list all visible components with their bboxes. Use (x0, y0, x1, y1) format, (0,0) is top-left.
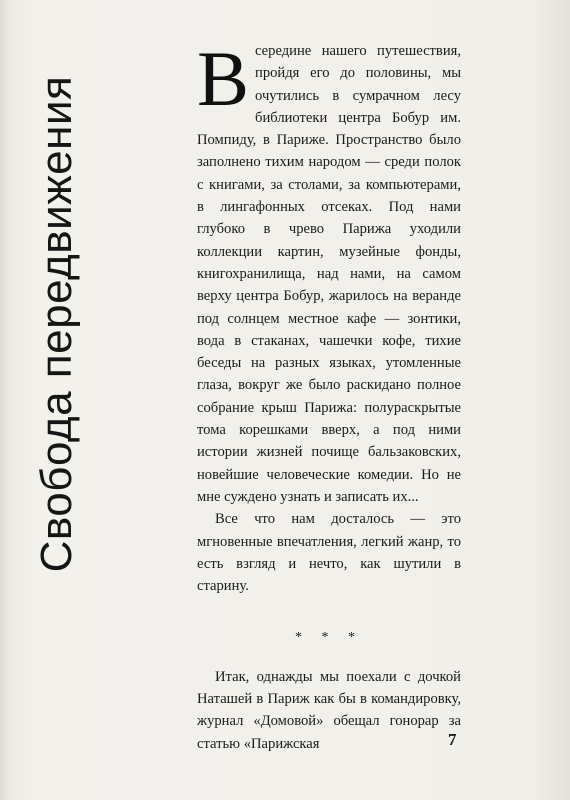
chapter-title: Свобода передвижения (32, 75, 81, 573)
body-text-column (197, 35, 461, 755)
drop-cap: В (197, 35, 250, 122)
page-number: 7 (448, 730, 457, 749)
paragraph-3: Итак, однажды мы поехали с дочкой Наташей в Париж как бы в командировку, журнал «Домовой» обещал гонорар за статью «Парижская (197, 668, 461, 752)
chapter-title-container (18, 34, 96, 614)
paragraph-1-text: середине нашего путешествия, пройдя его до половины, мы очутились в сумрачном лесу библиотеки центра Бобур им. Помпиду, в Париже. Пространство было заполнено тихим народом — среди полок с книгами, за столами, за компьютерами, в лингафонных отсеках. Под нами глубоко в чрево Парижа уходили коллекции картин, музейные фонды, книгохранилища, над нами, на самом верху центра Бобур, жарилось на веранде под солнцем местное кафе — зонтики, вода в стаканах, чашечки кофе, тихие беседы на разных языках, утомленные глаза, вокруг же было раскидано полное собрание крыш Парижа: полураскрытые тома корешками вверх, а под ними истории жизней почище бальзаковских, новейшие человеческие комедии. Но не мне суждено узнать и записать их... (197, 43, 461, 505)
section-separator: * * * (295, 630, 363, 646)
paragraph-1 (197, 35, 461, 508)
paragraph-2: Все что нам досталось — это мгновенные впечатления, легкий жанр, то есть взгляд и нечто, как шутили в старину. (197, 511, 461, 595)
